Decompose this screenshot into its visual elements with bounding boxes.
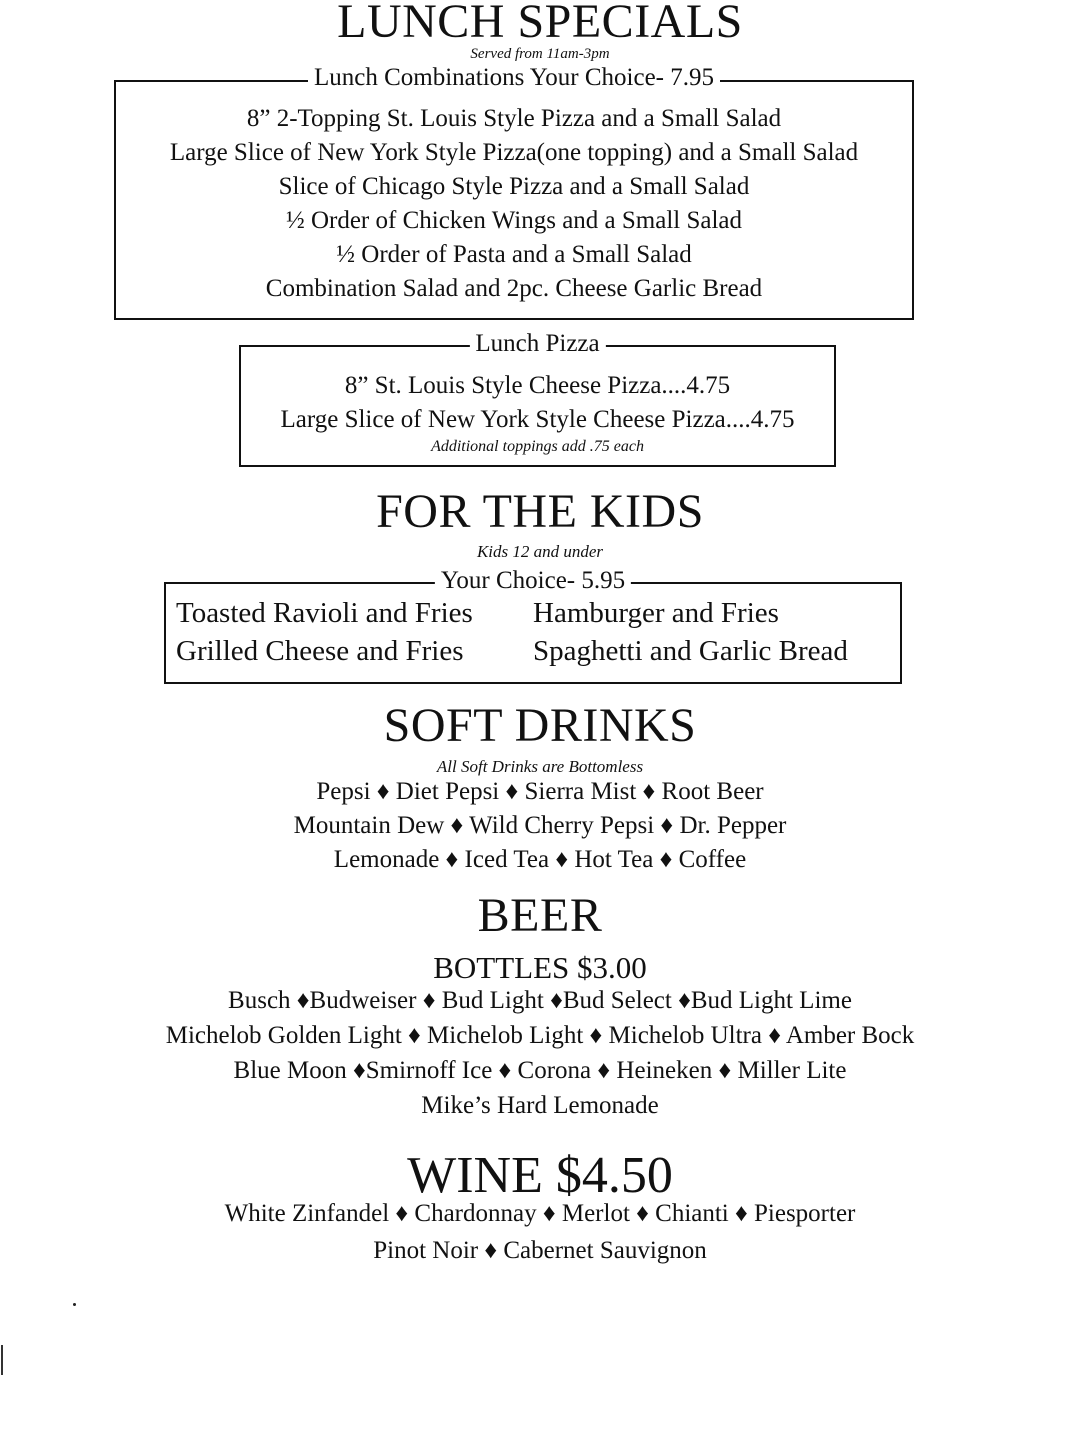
- combo-item: ½ Order of Pasta and a Small Salad: [336, 241, 692, 268]
- scan-speck: [73, 1303, 76, 1306]
- kids-item: Grilled Cheese and Fries: [176, 635, 464, 667]
- soft-drinks-line: Lemonade ♦ Iced Tea ♦ Hot Tea ♦ Coffee: [333, 846, 747, 873]
- combo-item: Combination Salad and 2pc. Cheese Garlic Bread: [265, 275, 763, 302]
- combo-item: ½ Order of Chicken Wings and a Small Salad: [285, 207, 743, 234]
- lunch-combinations-heading: Lunch Combinations Your Choice- 7.95: [308, 64, 720, 92]
- combo-item: Slice of Chicago Style Pizza and a Small Salad: [278, 173, 750, 200]
- kids-note: Kids 12 and under: [476, 542, 604, 561]
- soft-drinks-title: SOFT DRINKS: [383, 699, 697, 752]
- scan-edge-mark: [1, 1345, 3, 1375]
- kids-item: Toasted Ravioli and Fries: [176, 597, 473, 629]
- lunch-pizza-heading: Lunch Pizza: [469, 330, 605, 358]
- lunch-pizza-item: 8” St. Louis Style Cheese Pizza....4.75: [344, 372, 731, 399]
- lunch-pizza-item: Large Slice of New York Style Cheese Pizza....4.75: [280, 406, 795, 433]
- kids-title: FOR THE KIDS: [376, 485, 704, 538]
- wine-line: Pinot Noir ♦ Cabernet Sauvignon: [373, 1237, 707, 1264]
- kids-item: Spaghetti and Garlic Bread: [533, 635, 848, 667]
- lunch-pizza-note: Additional toppings add .75 each: [431, 438, 644, 455]
- combo-item: Large Slice of New York Style Pizza(one topping) and a Small Salad: [169, 139, 859, 166]
- beer-line: Busch ♦Budweiser ♦ Bud Light ♦Bud Select ♦Bud Light Lime: [228, 987, 852, 1014]
- lunch-specials-title: LUNCH SPECIALS: [337, 0, 743, 48]
- beer-line: Blue Moon ♦Smirnoff Ice ♦ Corona ♦ Heineken ♦ Miller Lite: [233, 1057, 847, 1084]
- soft-drinks-line: Pepsi ♦ Diet Pepsi ♦ Sierra Mist ♦ Root Beer: [316, 778, 764, 805]
- kids-item: Hamburger and Fries: [533, 597, 779, 629]
- soft-drinks-note: All Soft Drinks are Bottomless: [436, 757, 644, 776]
- beer-line: Mike’s Hard Lemonade: [421, 1092, 659, 1119]
- kids-box: [164, 567, 902, 684]
- beer-bottles-price: BOTTLES $3.00: [433, 950, 647, 985]
- lunch-served-note: Served from 11am-3pm: [470, 46, 610, 62]
- beer-title: BEER: [477, 889, 603, 942]
- beer-line: Michelob Golden Light ♦ Michelob Light ♦ Michelob Ultra ♦ Amber Bock: [165, 1022, 915, 1049]
- soft-drinks-line: Mountain Dew ♦ Wild Cherry Pepsi ♦ Dr. Pepper: [293, 812, 787, 839]
- lunch-combinations-box: [114, 64, 914, 320]
- wine-title: WINE $4.50: [407, 1147, 673, 1204]
- wine-line: White Zinfandel ♦ Chardonnay ♦ Merlot ♦ Chianti ♦ Piesporter: [224, 1200, 856, 1227]
- combo-item: 8” 2-Topping St. Louis Style Pizza and a Small Salad: [246, 105, 782, 132]
- lunch-pizza-box: [239, 330, 836, 467]
- kids-heading: Your Choice- 5.95: [435, 567, 631, 595]
